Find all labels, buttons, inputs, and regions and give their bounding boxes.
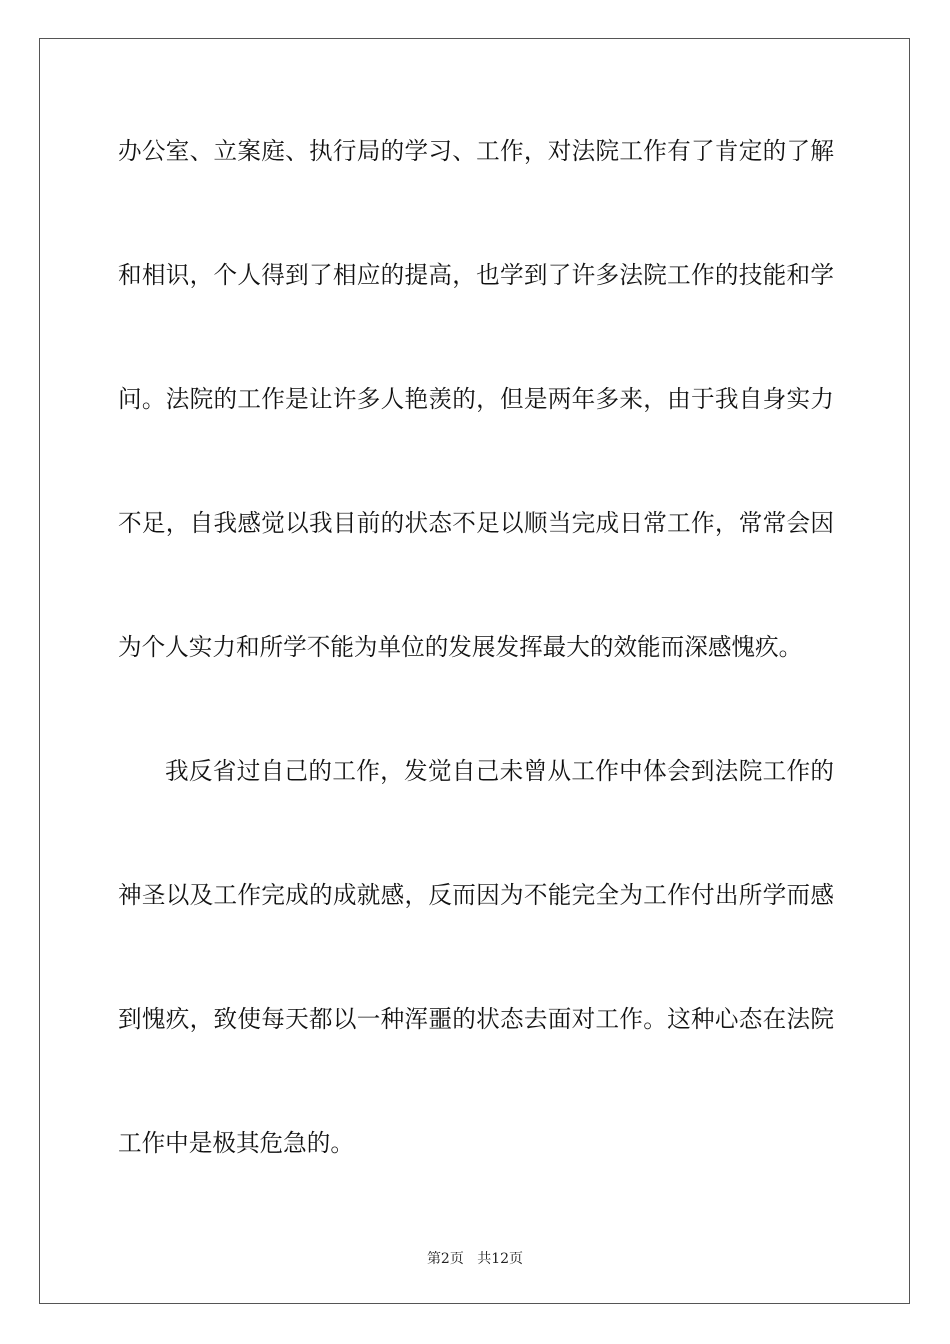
text-line-5: 为个人实力和所学不能为单位的发展发挥最大的效能而深感愧疚。 bbox=[118, 633, 803, 661]
text-line-7: 神圣以及工作完成的成就感，反而因为不能完全为工作付出所学而感 bbox=[118, 881, 834, 909]
page-footer bbox=[0, 1248, 950, 1268]
page-number: 第2页 bbox=[426, 1251, 464, 1267]
page-total: 共12页 bbox=[477, 1251, 524, 1267]
text-line-6: 我反省过自己的工作，发觉自己未曾从工作中体会到法院工作的 bbox=[165, 757, 834, 785]
text-line-1: 办公室、立案庭、执行局的学习、工作，对法院工作有了肯定的了解 bbox=[118, 137, 834, 165]
text-line-8: 到愧疚，致使每天都以一种浑噩的状态去面对工作。这种心态在法院 bbox=[118, 1005, 834, 1033]
text-line-3: 问。法院的工作是让许多人艳羡的，但是两年多来，由于我自身实力 bbox=[118, 385, 834, 413]
text-line-9: 工作中是极其危急的。 bbox=[118, 1129, 354, 1157]
page-border bbox=[39, 38, 910, 1304]
text-line-2: 和相识，个人得到了相应的提高，也学到了许多法院工作的技能和学 bbox=[118, 261, 834, 289]
text-line-4: 不足，自我感觉以我目前的状态不足以顺当完成日常工作，常常会因 bbox=[118, 509, 834, 537]
